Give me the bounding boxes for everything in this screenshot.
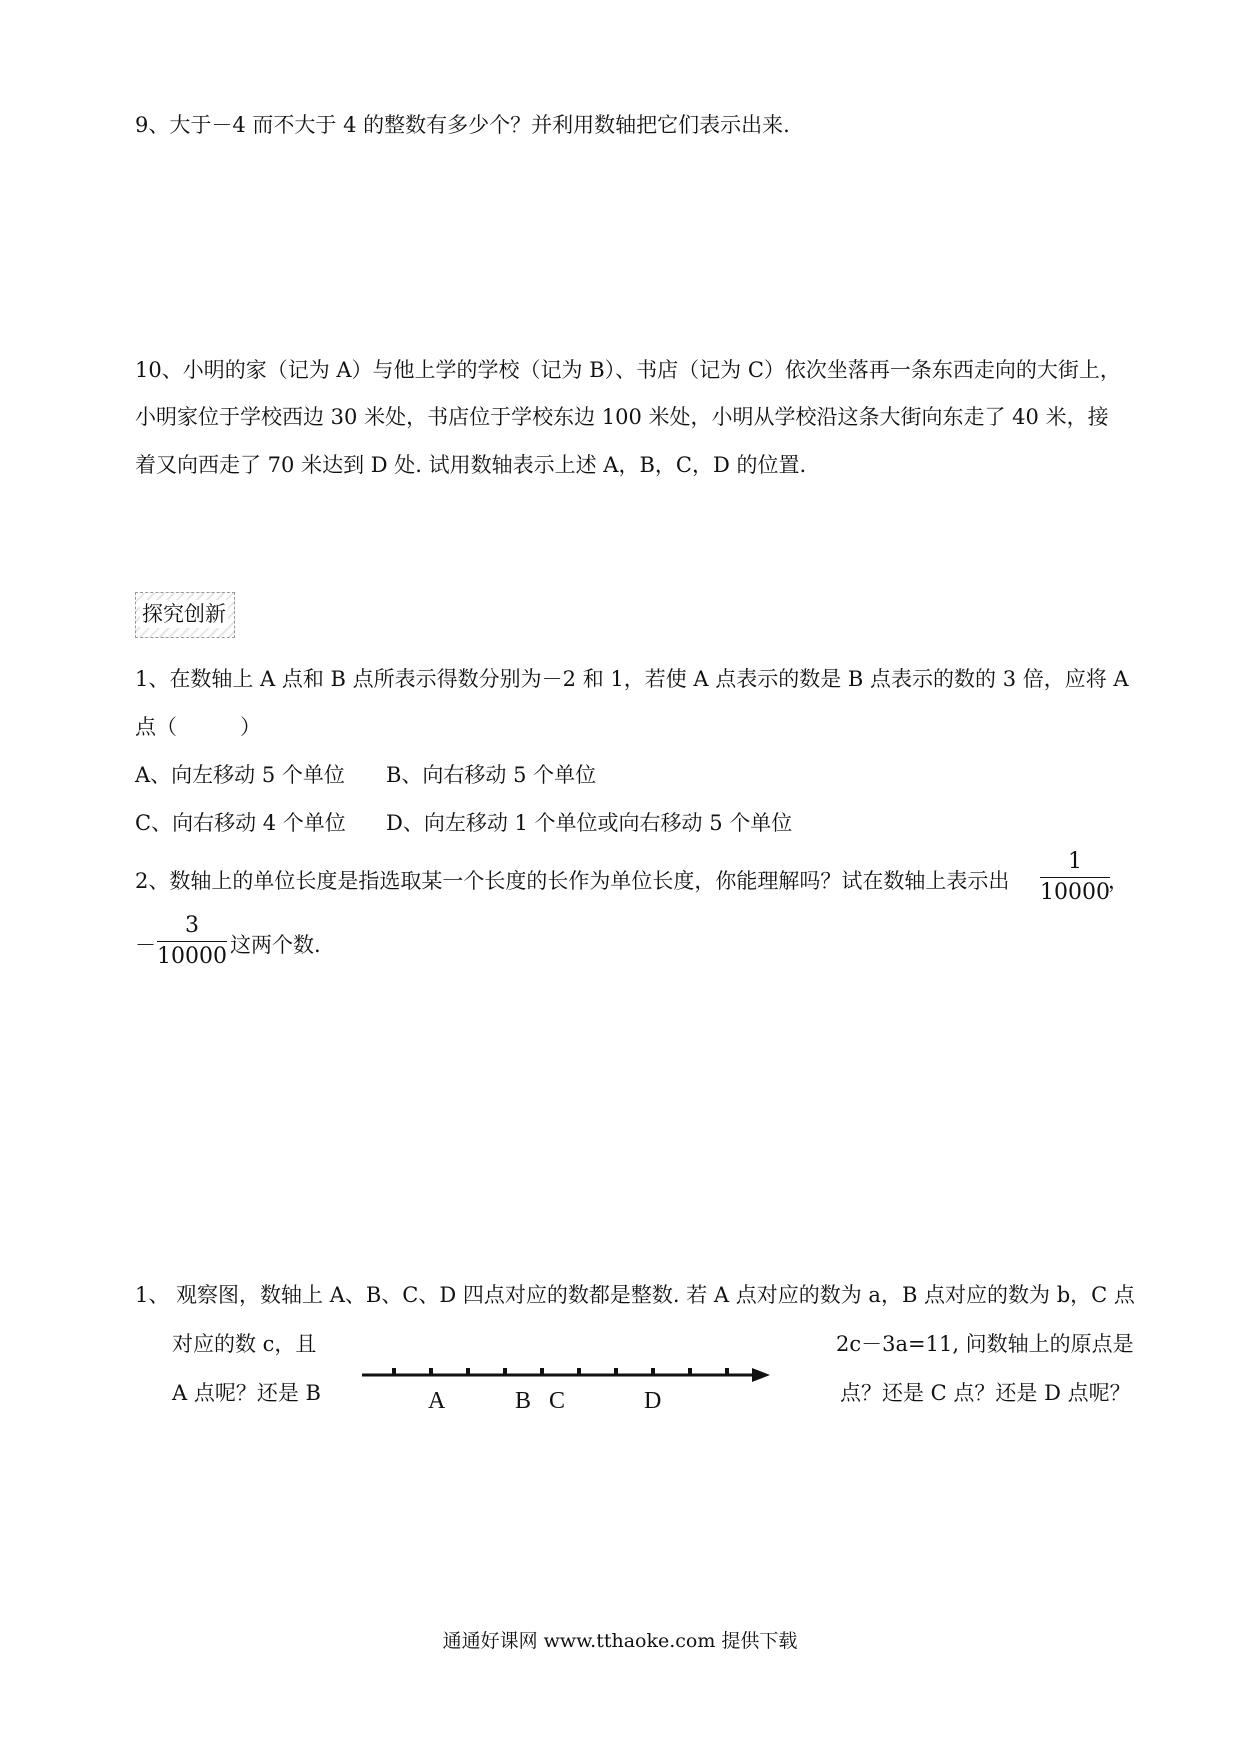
section-heading: 探究创新 [142,602,226,626]
problem-1-line-2-left: 对应的数 c，且 [172,1332,317,1356]
point-label-a: A [428,1388,446,1414]
tick-mark [429,1368,433,1374]
fraction-one-over-ten-thousand [1040,848,1110,907]
point-label-b: B [515,1388,532,1414]
tick-mark [466,1368,470,1374]
explore-2-line-1: 2、数轴上的单位长度是指选取某一个长度的长作为单位长度，你能理解吗？试在数轴上表示出 [135,869,1010,893]
tick-mark [614,1368,618,1374]
fraction-2-numerator: 3 [185,913,199,938]
fraction-2-bar [157,941,227,942]
fraction-2-denominator: 10000 [157,944,227,969]
option-a: A、向左移动 5 个单位 [135,763,345,787]
fraction-three-over-ten-thousand [157,912,227,971]
option-d: D、向左移动 1 个单位或向右移动 5 个单位 [386,811,793,835]
fraction-1-numerator: 1 [1068,849,1082,874]
explore-2-tail: 这两个数. [230,933,321,957]
tick-mark [651,1368,655,1374]
tick-mark [688,1368,692,1374]
comma: ， [1108,869,1129,893]
question-10-line-2: 小明家位于学校西边 30 米处，书店位于学校东边 100 米处，小明从学校沿这条大街向东走了 40 米，接 [135,405,1109,429]
option-c: C、向右移动 4 个单位 [135,811,346,835]
point-label-c: C [549,1388,566,1414]
problem-1-line-2-right: 2c－3a=11, 问数轴上的原点是 [836,1332,1134,1356]
minus-sign: － [135,933,156,957]
problem-1-line-3-right: 点？还是 C 点？还是 D 点呢？ [840,1381,1131,1405]
option-b: B、向右移动 5 个单位 [386,763,597,787]
problem-1-line-1: 1、 观察图，数轴上 A、B、C、D 四点对应的数都是整数. 若 A 点对应的数为 a，B 点对应的数为 b，C 点 [135,1283,1135,1307]
fraction-1-bar [1040,877,1110,878]
fraction-1-denominator: 10000 [1040,880,1110,905]
question-9: 9、大于－4 而不大于 4 的整数有多少个？并利用数轴把它们表示出来. [135,113,790,137]
problem-1-line-3-left: A 点呢？还是 B [172,1381,321,1405]
tick-mark [725,1368,729,1374]
tick-mark [577,1368,581,1374]
tick-mark [540,1368,544,1374]
explore-1-line-1: 1、在数轴上 A 点和 B 点所表示得数分别为－2 和 1，若使 A 点表示的数是 B 点表示的数的 3 倍，应将 A [135,667,1129,691]
tick-mark [392,1368,396,1374]
number-line-figure [342,1353,782,1441]
section-heading-box [135,592,235,638]
question-10-line-1: 10、小明的家（记为 A）与他上学的学校（记为 B）、书店（记为 C）依次坐落再一条东西走向的大街上， [135,358,1121,382]
point-label-d: D [644,1388,662,1414]
question-10-line-3: 着又向西走了 70 米达到 D 处. 试用数轴表示上述 A，B，C，D 的位置. [135,453,807,477]
footer-credit: 通通好课网 www.tthaoke.com 提供下载 [442,1630,798,1652]
tick-mark [503,1368,507,1374]
explore-1-line-2: 点（ ） [135,715,261,739]
